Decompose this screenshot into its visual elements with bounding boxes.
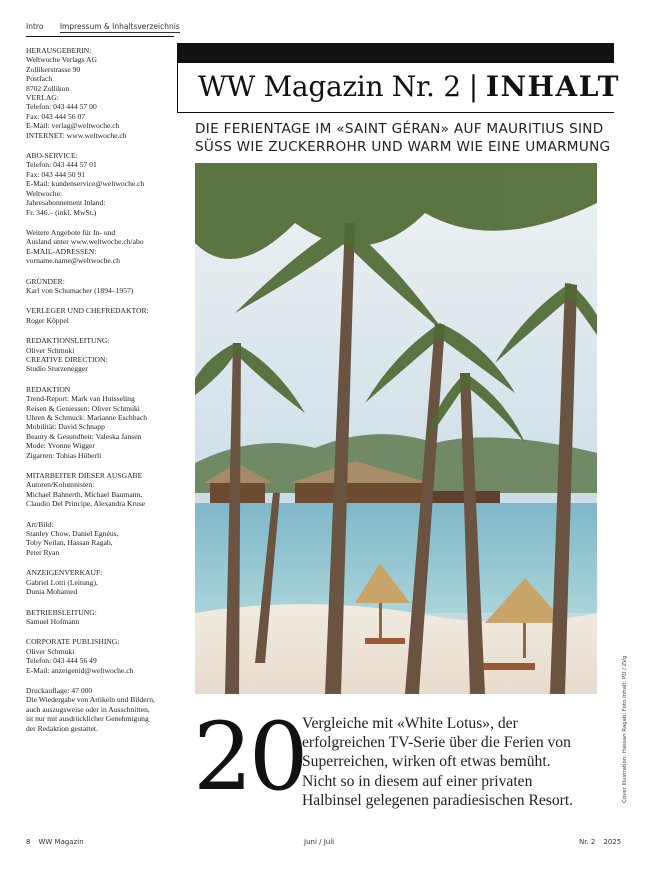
impressum-line: Uhren & Schmuck: Marianne Eschbach <box>26 413 148 422</box>
top-divider <box>26 36 174 37</box>
impressum-block <box>26 471 176 509</box>
impressum-block <box>26 608 176 627</box>
impressum-line: E-MAIL-ADRESSEN: <box>26 246 97 256</box>
impressum-line: Dunia Mohamed <box>26 587 78 597</box>
feature-teaser-line: Superreichen, wirken oft etwas bemüht. <box>302 753 551 771</box>
masthead-divider: | <box>468 70 478 103</box>
impressum-line: Stanley Chow, Daniel Egnéus, <box>26 529 119 539</box>
impressum-block <box>26 637 176 675</box>
feature-teaser[interactable] <box>302 714 602 810</box>
feature-teaser-line: Nicht so in diesem auf einer privaten <box>302 772 533 790</box>
footer-magazine-name: WW Magazin <box>38 838 84 846</box>
impressum-block <box>26 686 176 733</box>
impressum-line: Studio Sturzenegger <box>26 364 88 374</box>
impressum-line: ist nur mit ausdrücklicher Genehmigung <box>26 714 149 724</box>
feature-teaser-line: Halbinsel gelegenen paradiesischen Resort. <box>302 791 574 809</box>
impressum-block <box>26 336 176 374</box>
impressum-line: der Redaktion gestattet. <box>26 723 98 733</box>
impressum-line: GRÜNDER: <box>26 276 65 286</box>
impressum-block <box>26 306 176 325</box>
impressum-block <box>26 228 176 266</box>
impressum-line: Mobilität: David Schnapp <box>26 422 105 432</box>
footer-left <box>26 838 84 846</box>
impressum-line: REDAKTION <box>26 384 71 394</box>
impressum-line: Oliver Schmuki <box>26 345 75 355</box>
impressum-block <box>26 568 176 596</box>
impressum-line: Reisen & Geniessen: Oliver Schmuki <box>26 403 140 413</box>
footer-issue-number: Nr. 2 <box>579 838 596 846</box>
impressum-line: Karl von Schumacher (1894–1957) <box>26 285 134 295</box>
nav-item-intro[interactable]: Intro <box>26 22 44 31</box>
impressum-block <box>26 151 176 217</box>
impressum-line: Art/Bild: <box>26 519 54 529</box>
impressum-line: Ausland unter www.weltwoche.ch/abo <box>26 237 144 247</box>
headline-line-1: DIE FERIENTAGE IM «SAINT GÉRAN» AUF MAURITIUS SIND <box>195 121 604 137</box>
impressum-line: Michael Bahnerth, Michael Baumann, <box>26 489 143 499</box>
footer-issue-date: Juni / Juli <box>304 838 335 846</box>
impressum-line: Oliver Schmuki <box>26 646 75 656</box>
impressum-line: vorname.name@weltwoche.ch <box>26 256 120 266</box>
impressum-line: Telefon: 043 444 56 49 <box>26 656 97 666</box>
masthead-rule <box>177 112 614 113</box>
impressum-line: Fax: 043 444 50 91 <box>26 169 86 179</box>
feature-page-number[interactable]: 20 <box>193 703 305 812</box>
impressum-line: BETRIEBSLEITUNG: <box>26 607 97 617</box>
impressum-line: VERLEGER UND CHEFREDAKTOR: <box>26 306 149 316</box>
impressum-line: Telefon: 043 444 57 01 <box>26 160 97 170</box>
impressum-line: INTERNET: www.weltwoche.ch <box>26 130 127 140</box>
impressum-line: MITARBEITER DIESER AUSGABE <box>26 471 143 481</box>
impressum-line: Weltwoche: <box>26 188 63 198</box>
impressum-line: ANZEIGENVERKAUF: <box>26 568 103 578</box>
impressum-line: E-Mail: kundenservice@weltwoche.ch <box>26 179 145 189</box>
impressum-line: Toby Neilan, Hassan Ragab, <box>26 538 113 548</box>
impressum-line: Autoren/Kolumnisten: <box>26 480 95 490</box>
impressum-line: Beauty & Gesundheit: Valeska Jansen <box>26 431 142 441</box>
impressum-line: Trend-Report: Mark van Huisseling <box>26 394 135 404</box>
impressum-line: Druckauflage: 47 000 <box>26 685 93 695</box>
impressum-line: Zigarren: Tobias Hüberli <box>26 450 102 460</box>
masthead-title-bold: INHALT <box>485 70 620 103</box>
feature-teaser-line: Vergleiche mit «White Lotus», der <box>302 715 518 732</box>
feature-teaser-line: erfolgreichen TV-Serie über die Ferien von <box>302 734 571 752</box>
impressum-block <box>26 385 176 460</box>
masthead-title <box>198 70 620 103</box>
impressum-line: VERLAG: <box>26 93 59 103</box>
impressum-line: Weitere Angebote für In- und <box>26 227 116 237</box>
footer-year: 2025 <box>603 838 622 846</box>
impressum-line: HERAUSGEBERIN: <box>26 46 92 55</box>
hero-photo-illustration <box>195 163 597 694</box>
photo-credit: Cover Illustration: Hassan Ragab; Foto Inhalt: PD / ZVg <box>622 655 628 803</box>
impressum-line: Weltwoche Verlags AG <box>26 55 97 65</box>
article-headline <box>195 120 611 156</box>
impressum-line: Gabriel Lotti (Leitung), <box>26 577 98 587</box>
top-nav <box>26 22 194 31</box>
impressum-line: Zollikerstrasse 90 <box>26 64 81 74</box>
impressum-line: Telefon: 043 444 57 00 <box>26 102 97 112</box>
impressum-line: Jahresabonnement Inland: <box>26 198 106 208</box>
impressum-line: auch auszugsweise oder in Ausschnitten, <box>26 704 150 714</box>
impressum-line: E-Mail: anzeigenid@weltwoche.ch <box>26 665 134 675</box>
impressum-line: Claudio Del Principe, Alexandra Kruse <box>26 499 146 509</box>
impressum-line: CREATIVE DIRECTION: <box>26 354 108 364</box>
impressum-block <box>26 520 176 558</box>
impressum-line: 8702 Zollikon <box>26 83 70 93</box>
impressum-line: Fr. 346.– (inkl. MwSt.) <box>26 207 97 217</box>
headline-line-2: SÜSS WIE ZUCKERROHR UND WARM WIE EINE UMARMUNG <box>195 139 611 155</box>
impressum-line: REDAKTIONSLEITUNG: <box>26 336 110 346</box>
impressum-line: CORPORATE PUBLISHING: <box>26 637 120 647</box>
impressum-column <box>26 46 176 744</box>
masthead-title-light: WW Magazin Nr. 2 <box>198 70 461 103</box>
masthead <box>177 63 620 113</box>
masthead-black-bar <box>177 43 614 63</box>
footer-page-number: 8 <box>26 838 31 846</box>
impressum-line: Samuel Hofmann <box>26 616 80 626</box>
impressum-block <box>26 277 176 296</box>
impressum-line: Mode: Yvonne Wigger <box>26 441 95 451</box>
impressum-line: E-Mail: verlag@weltwoche.ch <box>26 121 120 131</box>
impressum-block <box>26 46 176 140</box>
impressum-line: Peter Ryan <box>26 547 60 557</box>
hero-photo <box>195 163 597 694</box>
impressum-line: Postfach <box>26 74 53 84</box>
impressum-line: Roger Köppel <box>26 315 69 325</box>
nav-item-impressum[interactable]: Impressum & Inhaltsverzeichnis <box>59 22 180 31</box>
impressum-line: Die Wiedergabe von Artikeln und Bildern, <box>26 695 155 705</box>
impressum-line: Fax: 043 444 56 07 <box>26 111 86 121</box>
footer-right <box>579 838 621 846</box>
impressum-line: ABO-SERVICE: <box>26 151 78 161</box>
